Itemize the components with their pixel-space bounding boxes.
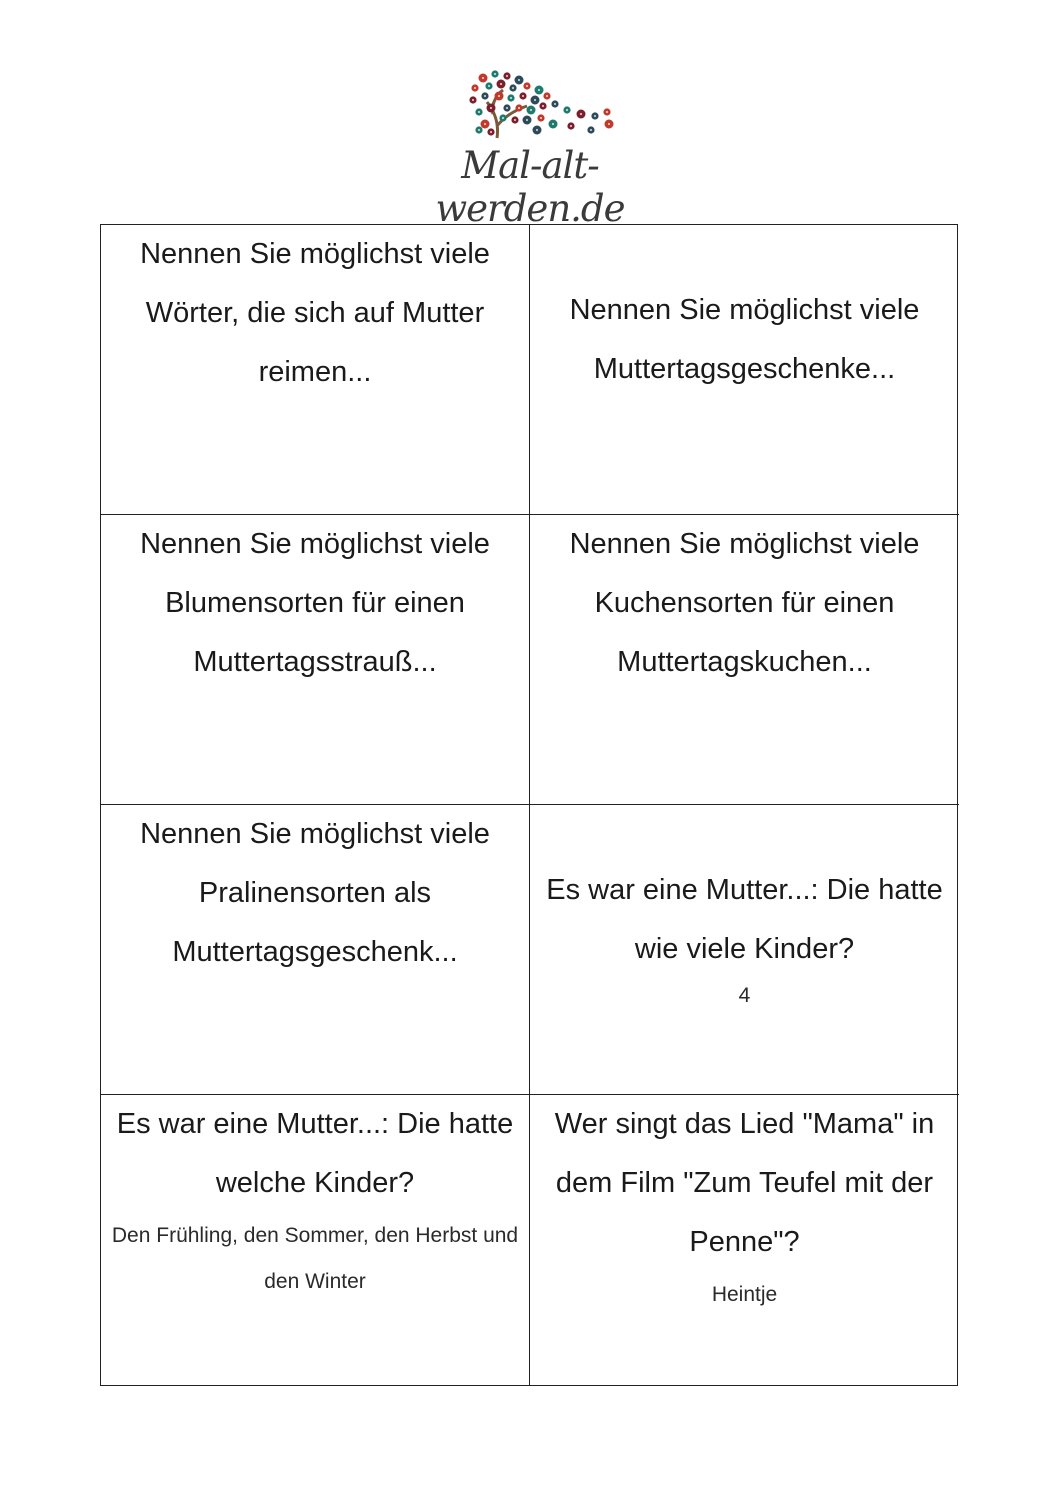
card-answer: Heintje bbox=[711, 1283, 778, 1306]
tree-dot-hole bbox=[538, 89, 540, 91]
tree-dot-hole bbox=[580, 113, 582, 115]
tree-dot-hole bbox=[536, 129, 538, 131]
tree-dot-hole bbox=[590, 129, 592, 131]
tree-dot-hole bbox=[518, 79, 520, 81]
card-question: Nennen Sie möglichst viele Pralinensorten als Muttertagsgeschenk... bbox=[140, 818, 490, 968]
tree-dot-hole bbox=[552, 123, 554, 125]
card-question: Nennen Sie möglichst viele Blumensorten für einen Muttertagsstrauß... bbox=[140, 528, 490, 678]
tree-dot-hole bbox=[490, 107, 492, 109]
tree-dot-hole bbox=[546, 95, 548, 97]
card-6 bbox=[530, 805, 959, 1095]
tree-dot-hole bbox=[566, 109, 568, 111]
tree-dot-hole bbox=[498, 95, 500, 97]
card-answer: 4 bbox=[738, 984, 751, 1007]
card-question: Nennen Sie möglichst viele Wörter, die sich auf Mutter reimen... bbox=[140, 238, 490, 388]
tree-dot-hole bbox=[474, 87, 476, 89]
tree-dot-hole bbox=[512, 87, 514, 89]
tree-dot-hole bbox=[510, 97, 512, 99]
tree-dot-hole bbox=[472, 99, 474, 101]
card-1 bbox=[101, 225, 530, 515]
tree-dot-hole bbox=[522, 95, 524, 97]
card-question: Nennen Sie möglichst viele Muttertagsgeschenke... bbox=[569, 294, 920, 385]
tree-dot-hole bbox=[500, 83, 502, 85]
card-5 bbox=[101, 805, 530, 1095]
tree-dot-hole bbox=[478, 129, 480, 131]
tree-dot-hole bbox=[484, 95, 486, 97]
tree-dot-hole bbox=[540, 117, 542, 119]
card-question: Nennen Sie möglichst viele Kuchensorten für einen Muttertagskuchen... bbox=[569, 528, 920, 678]
tree-dot-hole bbox=[570, 125, 572, 127]
logo-text: Mal-alt-werden.de bbox=[435, 144, 625, 230]
tree-dot-hole bbox=[606, 111, 608, 113]
card-7 bbox=[101, 1095, 530, 1385]
tree-dot-hole bbox=[488, 85, 490, 87]
tree-dot-hole bbox=[482, 77, 484, 79]
tree-dot-hole bbox=[594, 115, 596, 117]
tree-dot-hole bbox=[526, 85, 528, 87]
card-8 bbox=[530, 1095, 959, 1385]
tree-dot-hole bbox=[514, 119, 516, 121]
tree-dot-hole bbox=[490, 131, 492, 133]
card-question: Wer singt das Lied "Mama" in dem Film "Zum Teufel mit der Penne"? bbox=[554, 1108, 935, 1258]
tree-dot-hole bbox=[530, 109, 532, 111]
card-4 bbox=[530, 515, 959, 805]
tree-dot-hole bbox=[494, 73, 496, 75]
tree-dot-hole bbox=[506, 107, 508, 109]
tree-dot-hole bbox=[478, 111, 480, 113]
tree-dot-hole bbox=[526, 119, 528, 121]
card-question: Es war eine Mutter...: Die hatte wie viele Kinder? bbox=[546, 874, 943, 965]
card-grid bbox=[100, 224, 958, 1386]
tree-dot-hole bbox=[502, 117, 504, 119]
card-2 bbox=[530, 225, 959, 515]
card-question: Es war eine Mutter...: Die hatte welche Kinder? bbox=[116, 1108, 514, 1199]
logo bbox=[395, 66, 665, 230]
tree-dot-hole bbox=[608, 123, 610, 125]
tree-dot-hole bbox=[506, 75, 508, 77]
tree-dot-hole bbox=[542, 105, 544, 107]
tree-dot-hole bbox=[534, 99, 536, 101]
tree-dot-hole bbox=[518, 107, 520, 109]
tree-dot-hole bbox=[554, 103, 556, 105]
card-3 bbox=[101, 515, 530, 805]
card-answer: Den Frühling, den Sommer, den Herbst und den Winter bbox=[111, 1224, 519, 1293]
tree-dot-hole bbox=[484, 123, 486, 125]
